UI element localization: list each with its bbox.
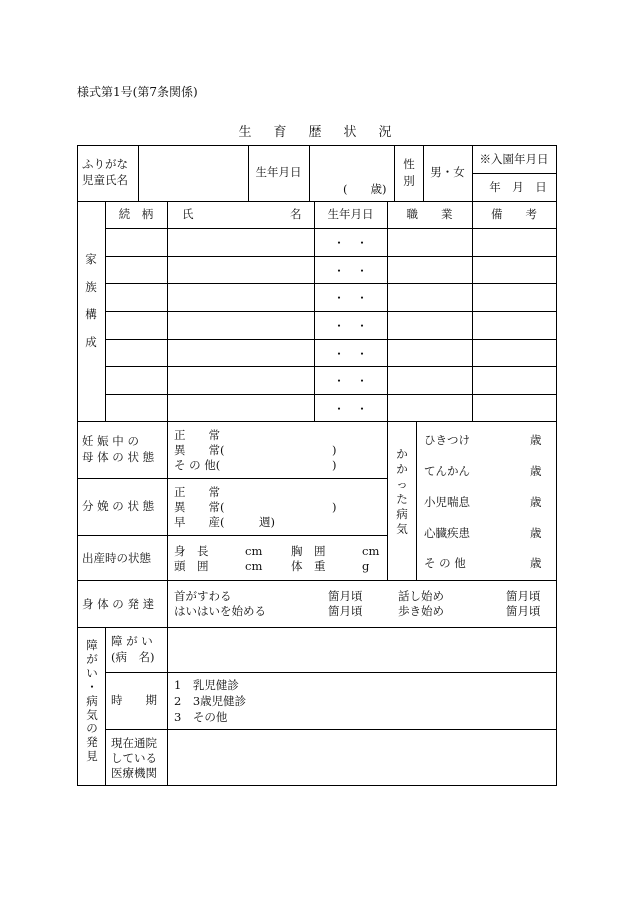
close-paren: ): [332, 458, 337, 472]
pregnancy-label-1: 妊 娠 中 の: [82, 434, 139, 448]
page-title: [0, 121, 630, 140]
form-number: 様式第1号(第7条関係): [77, 85, 198, 99]
pregnancy-option[interactable]: そ の 他(: [174, 458, 221, 472]
label-char: 発: [86, 735, 98, 750]
height-label: 身 長: [174, 544, 209, 558]
divider: [167, 580, 168, 627]
family-row-birth[interactable]: ・ ・: [333, 374, 368, 388]
divider: [167, 421, 168, 580]
divider: [472, 173, 556, 174]
divider: [105, 627, 106, 785]
divider: [394, 145, 395, 201]
disability-name-label: (病 名): [111, 650, 155, 664]
period-option[interactable]: 1 乳児健診: [174, 678, 239, 692]
divider: [77, 478, 387, 479]
birth-status-label: 出産時の状態: [82, 551, 151, 565]
divider: [105, 256, 556, 257]
divider: [105, 228, 556, 229]
illness-item: そ の 他: [424, 556, 466, 570]
label-char: の: [86, 721, 98, 736]
label-char: 病: [86, 693, 98, 708]
admission-date-label: ※入園年月日: [479, 152, 549, 166]
divider: [77, 535, 387, 536]
family-row-birth[interactable]: ・ ・: [333, 347, 368, 361]
family-row-birth[interactable]: ・ ・: [333, 236, 368, 250]
col-birth: 生年月日: [327, 207, 374, 221]
disability-label: [80, 639, 104, 764]
divider: [77, 421, 556, 422]
title-char: 状: [343, 125, 357, 140]
divider: [105, 311, 556, 312]
label-char: 家: [85, 252, 97, 266]
chest-label: 胸 囲: [291, 544, 326, 558]
development-item: はいはいを始める: [174, 604, 266, 618]
unit-cm: cm: [245, 544, 263, 558]
unit-cm: cm: [245, 559, 263, 573]
label-char: っ: [396, 476, 408, 491]
pregnancy-option[interactable]: 正 常: [174, 428, 220, 442]
illness-item: 心臓疾患: [424, 526, 470, 540]
divider: [105, 729, 556, 730]
illness-label: [389, 447, 415, 537]
col-remarks: 備 考: [491, 207, 537, 221]
gender-label: 性別: [403, 157, 415, 188]
label-char: 見: [86, 749, 98, 764]
divider: [105, 283, 556, 284]
delivery-option[interactable]: 正 常: [174, 485, 220, 499]
title-char: 歴: [308, 125, 322, 140]
period-option[interactable]: 2 3歳児健診: [174, 694, 247, 708]
family-row-birth[interactable]: ・ ・: [333, 291, 368, 305]
label-char: が: [86, 651, 98, 666]
facility-label: している: [111, 751, 157, 765]
divider: [105, 672, 556, 673]
close-paren: ): [332, 500, 337, 514]
close-paren: ): [332, 443, 337, 457]
col-job: 職 業: [406, 207, 453, 221]
development-item: 歩き始め: [398, 604, 444, 618]
illness-item: ひきつけ: [424, 433, 470, 447]
delivery-label: 分 娩 の 状 態: [82, 499, 155, 513]
development-item: 話し始め: [398, 589, 444, 603]
label-char: 成: [85, 334, 97, 349]
period-option[interactable]: 3 その他: [174, 710, 228, 724]
divider: [105, 394, 556, 395]
illness-unit: 歳: [530, 526, 542, 540]
development-item: 首がすわる: [174, 589, 232, 603]
title-char: 況: [378, 125, 392, 140]
illness-unit: 歳: [530, 556, 542, 570]
title-char: 育: [273, 125, 287, 140]
weight-label: 体 重: [291, 559, 326, 573]
illness-unit: 歳: [530, 495, 542, 509]
divider: [105, 339, 556, 340]
family-row-birth[interactable]: ・ ・: [333, 264, 368, 278]
illness-item: てんかん: [424, 464, 470, 478]
label-char: た: [396, 491, 408, 506]
divider: [77, 627, 556, 628]
delivery-option[interactable]: 異 常(: [174, 500, 225, 514]
divider: [105, 366, 556, 367]
pregnancy-label-2: 母 体 の 状 態: [82, 450, 155, 464]
gender-options[interactable]: 男・女: [430, 165, 465, 179]
label-char: 病: [396, 506, 408, 521]
family-label: [80, 246, 102, 356]
divider: [77, 580, 556, 581]
divider: [138, 145, 139, 201]
illness-unit: 歳: [530, 464, 542, 478]
development-unit: 箇月頃: [328, 589, 363, 603]
disability-name-label: 障 が い: [111, 634, 153, 648]
col-name-given: 名: [290, 207, 302, 221]
label-char: 族: [85, 279, 97, 294]
label-char: 構: [85, 307, 97, 322]
unit-g: g: [362, 559, 370, 573]
border-right: [556, 145, 557, 786]
col-name-family: 氏: [182, 207, 194, 221]
facility-label: 現在通院: [111, 736, 157, 750]
age-field[interactable]: ( 歳): [343, 182, 387, 196]
child-name-label: 児童氏名: [82, 173, 128, 187]
furigana-label: ふりがな: [82, 157, 128, 171]
label-char: 障: [86, 638, 98, 652]
border-top: [77, 145, 556, 146]
family-row-birth[interactable]: ・ ・: [333, 402, 368, 416]
delivery-option[interactable]: 早 産( 週): [174, 515, 275, 529]
divider: [309, 145, 310, 201]
facility-label: 医療機関: [111, 766, 157, 780]
divider: [77, 201, 556, 202]
label-char: か: [396, 461, 408, 476]
development-unit: 箇月頃: [328, 604, 363, 618]
title-char: 生: [238, 125, 252, 140]
unit-cm: cm: [362, 544, 380, 558]
border-bottom: [77, 785, 556, 786]
development-unit: 箇月頃: [506, 589, 541, 603]
label-char: ・: [86, 679, 98, 694]
label-char: い: [86, 665, 98, 680]
admission-date-field[interactable]: 年 月 日: [489, 180, 547, 194]
label-char: 気: [396, 521, 408, 536]
pregnancy-option[interactable]: 異 常(: [174, 443, 225, 457]
divider: [387, 421, 388, 580]
period-label: 時 期: [111, 693, 157, 707]
label-char: か: [396, 447, 408, 461]
family-row-birth[interactable]: ・ ・: [333, 319, 368, 333]
development-unit: 箇月頃: [506, 604, 541, 618]
illness-item: 小児喘息: [424, 495, 470, 509]
birth-date-label: 生年月日: [255, 165, 302, 179]
development-label: 身 体 の 発 達: [82, 597, 155, 611]
col-relation: 続 柄: [118, 207, 154, 221]
head-label: 頭 囲: [174, 559, 209, 573]
border-left: [77, 145, 78, 786]
illness-unit: 歳: [530, 433, 542, 447]
divider: [416, 421, 417, 580]
label-char: 気: [86, 707, 98, 722]
divider: [167, 627, 168, 785]
